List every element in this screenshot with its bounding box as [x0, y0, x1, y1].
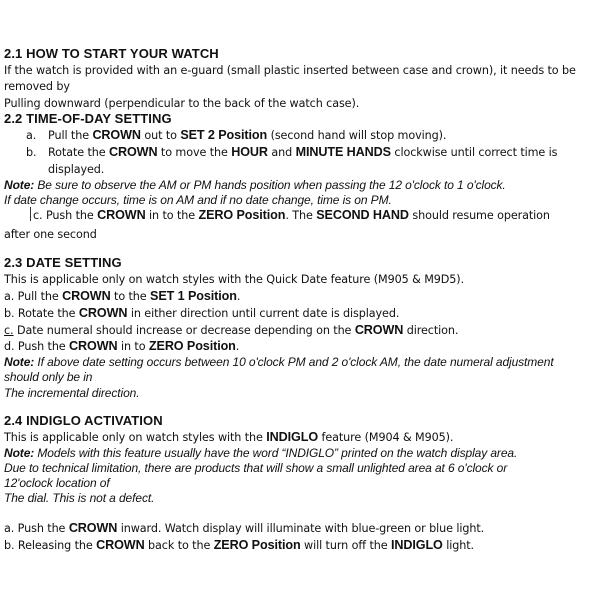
note-label: Note: [4, 355, 35, 369]
list-marker: a. [26, 129, 37, 142]
note-label: Note: [4, 446, 35, 460]
step-a: a. Push the CROWN inward. Watch display will illuminate with blue-green or blue light. [4, 521, 485, 535]
note-label: Note: [4, 178, 35, 192]
note-indiglo-line3: 12'oclock location of [4, 476, 110, 490]
paragraph-line: If the watch is provided with an e-guard (small plastic inserted between case and crown), it needs to be [4, 64, 576, 77]
note-date: Note: If above date setting occurs between 10 o'clock PM and 2 o'clock AM, the date numeral adjustment [4, 355, 554, 369]
list-item-b-continued: displayed. [48, 163, 105, 176]
note-time: Note: Be sure to observe the AM or PM hands position when passing the 12 o'clock to 1 o'clock. [4, 178, 506, 192]
paragraph-line: This is applicable only on watch styles with the Quick Date feature (M905 & M9D5). [4, 273, 465, 286]
step-c: c. Date numeral should increase or decrease depending on the CROWN direction. [4, 323, 459, 337]
note-indiglo-line2: Due to technical limitation, there are products that will show a small unlighted area at 6 o'clock or [4, 461, 508, 475]
heading-start-watch: 2.1 HOW TO START YOUR WATCH [4, 46, 219, 61]
text-cursor [30, 207, 31, 221]
note-indiglo-line4: The dial. This is not a defect. [4, 491, 155, 505]
note-date-line2: should only be in [4, 370, 93, 384]
heading-time-of-day-setting: 2.2 TIME-OF-DAY SETTING [4, 111, 172, 126]
list-item-c: c. Push the CROWN in to the ZERO Position. The SECOND HAND should resume operation [30, 207, 550, 223]
list-marker: b. [26, 146, 37, 159]
note-indiglo: Note: Models with this feature usually have the word “INDIGLO” printed on the watch display area. [4, 446, 518, 460]
note-time-line2: If date change occurs, time is on AM and if no date change, time is on PM. [4, 193, 392, 207]
note-date-line3: The incremental direction. [4, 386, 140, 400]
paragraph-line: removed by [4, 80, 70, 93]
paragraph-line: Pulling downward (perpendicular to the back of the watch case). [4, 97, 360, 110]
step-b: b. Rotate the CROWN in either direction until current date is displayed. [4, 306, 400, 320]
step-d: d. Push the CROWN in to ZERO Position. [4, 339, 240, 353]
list-item-a: a. Pull the CROWN out to SET 2 Position (second hand will stop moving). [26, 128, 447, 142]
list-item-c-continued: after one second [4, 228, 97, 241]
paragraph-line: This is applicable only on watch styles with the INDIGLO feature (M904 & M905). [4, 430, 454, 444]
step-b: b. Releasing the CROWN back to the ZERO Position will turn off the INDIGLO light. [4, 538, 474, 552]
list-item-b: b. Rotate the CROWN to move the HOUR and MINUTE HANDS clockwise until correct time is [26, 145, 558, 159]
heading-date-setting: 2.3 DATE SETTING [4, 255, 122, 270]
step-a: a. Pull the CROWN to the SET 1 Position. [4, 289, 241, 303]
heading-indiglo-activation: 2.4 INDIGLO ACTIVATION [4, 413, 163, 428]
list-marker: c. [4, 324, 14, 337]
